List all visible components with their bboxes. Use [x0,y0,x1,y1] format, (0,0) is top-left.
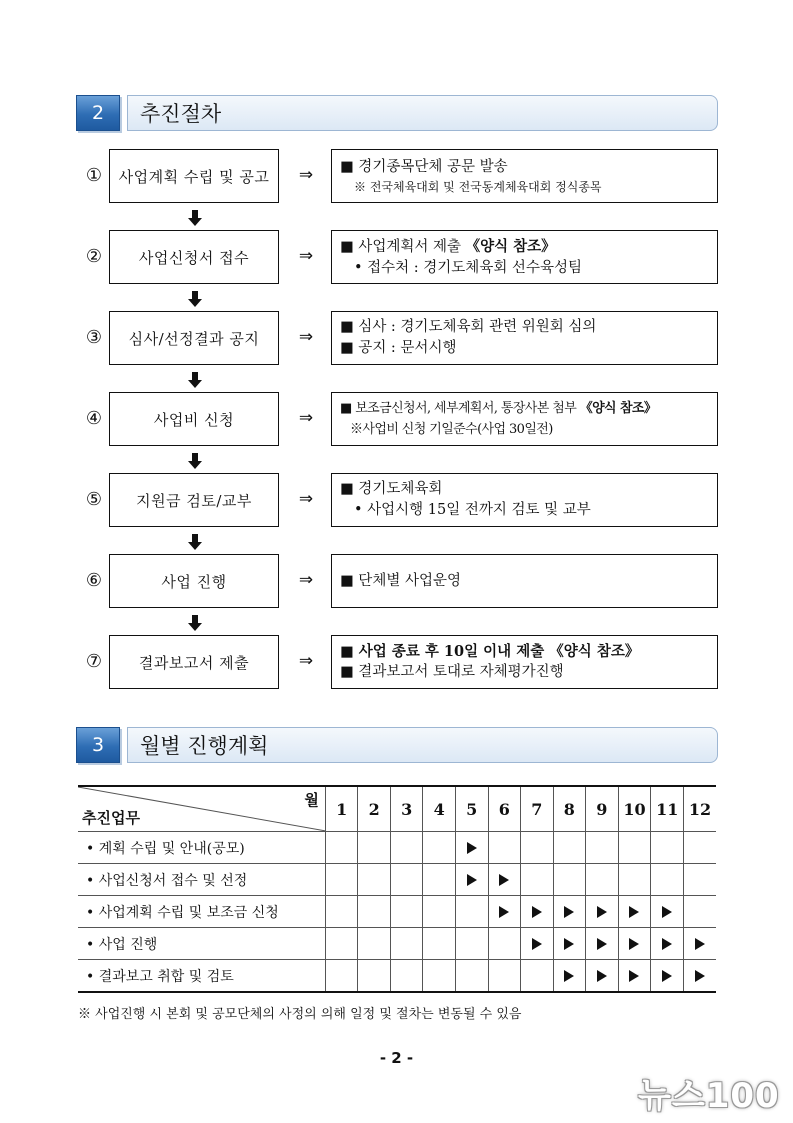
schedule-month-cell [521,896,554,928]
schedule-month-cell [521,960,554,993]
step-4-label: 사업비 신청 [109,392,279,446]
schedule-corner-month: 월 [304,791,319,809]
schedule-month-cell [651,832,684,864]
step-4-detail [331,392,718,446]
schedule-month-cell [390,896,423,928]
schedule-task-label: • 결과보고 취합 및 검토 [78,960,325,993]
monthly-schedule-table [78,785,716,993]
step-2-detail [331,230,718,284]
step-1-detail-line: ■ 경기종목단체 공문 발송 [340,158,508,175]
step-3-detail-line-2: ■ 공지 : 문서시행 [340,340,457,356]
schedule-month-cell [553,832,586,864]
play-triangle-icon [564,906,574,918]
play-triangle-icon [532,938,542,950]
step-6-number: ⑥ [85,570,103,591]
play-triangle-icon [532,906,542,918]
step-3-detail-line: ■ 심사 : 경기도체육회 관련 위원회 심의 [340,319,597,335]
step-1-number: ① [85,165,103,186]
step-4-form-ref: 《양식 참조》 [579,401,657,416]
schedule-row [78,928,716,960]
step-4-detail-line: ■ 보조금신청서, 세부계획서, 통장사본 첨부 [340,401,580,416]
schedule-header-row [78,786,716,832]
schedule-month-cell [325,928,358,960]
step-2-detail-sub: • 접수처 : 경기도체육회 선수육성팀 [354,259,582,276]
schedule-month-cell [684,896,716,928]
schedule-month-cell [651,928,684,960]
step-1-label: 사업계획 수립 및 공고 [109,149,279,203]
month-header: 10 [618,786,651,832]
page-number: - 2 - [379,1049,414,1067]
play-triangle-icon [629,906,639,918]
schedule-month-cell [390,960,423,993]
schedule-month-cell [586,864,619,896]
play-triangle-icon [597,970,607,982]
step-6-detail [331,554,718,608]
section-2-title: 추진절차 [127,95,718,131]
schedule-month-cell [325,960,358,993]
section-3-title: 월별 진행계획 [127,727,718,763]
schedule-month-cell [586,928,619,960]
schedule-month-cell [618,832,651,864]
month-header: 4 [423,786,456,832]
schedule-month-cell [553,928,586,960]
schedule-month-cell [553,960,586,993]
schedule-task-label: • 계획 수립 및 안내(공모) [78,832,325,864]
schedule-task-label: • 사업계획 수립 및 보조금 신청 [78,896,325,928]
schedule-month-cell [325,896,358,928]
step-7-number: ⑦ [85,651,103,672]
schedule-month-cell [390,928,423,960]
section-3-number: 3 [76,727,120,763]
schedule-month-cell [586,960,619,993]
step-3-detail [331,311,718,365]
schedule-month-cell [651,960,684,993]
play-triangle-icon [564,938,574,950]
step-4-number: ④ [85,408,103,429]
schedule-month-cell [325,832,358,864]
step-5-detail-line: ■ 경기도체육회 [340,481,443,497]
schedule-month-cell [586,896,619,928]
schedule-month-cell [488,896,521,928]
schedule-corner-task: 추진업무 [82,809,140,827]
schedule-month-cell [455,896,488,928]
play-triangle-icon [499,906,509,918]
schedule-month-cell [488,832,521,864]
schedule-month-cell [423,896,456,928]
play-triangle-icon [597,906,607,918]
play-triangle-icon [629,938,639,950]
schedule-row [78,960,716,993]
play-triangle-icon [597,938,607,950]
schedule-month-cell [358,896,391,928]
month-header: 2 [358,786,391,832]
schedule-month-cell [521,928,554,960]
down-arrow-icon [188,372,202,388]
play-triangle-icon [499,874,509,886]
schedule-month-cell [618,896,651,928]
schedule-month-cell [358,928,391,960]
schedule-month-cell [358,960,391,993]
schedule-month-cell [651,896,684,928]
step-1-arrow: ⇒ [298,165,314,185]
schedule-month-cell [358,832,391,864]
schedule-month-cell [618,928,651,960]
schedule-month-cell [618,864,651,896]
schedule-corner-cell [78,786,325,832]
schedule-month-cell [553,896,586,928]
play-triangle-icon [662,906,672,918]
schedule-month-cell [423,864,456,896]
play-triangle-icon [695,938,705,950]
step-2-detail-line: ■ 사업계획서 제출 [340,238,466,255]
month-header: 5 [455,786,488,832]
schedule-month-cell [684,960,716,993]
down-arrow-icon [188,210,202,226]
step-6-label: 사업 진행 [109,554,279,608]
schedule-month-cell [684,864,716,896]
schedule-row [78,896,716,928]
schedule-month-cell [390,864,423,896]
schedule-month-cell [553,864,586,896]
schedule-month-cell [423,832,456,864]
month-header: 3 [390,786,423,832]
step-5-arrow: ⇒ [298,489,314,509]
watermark-logo: 뉴스100 [638,1076,780,1116]
step-2-form-ref: 《양식 참조》 [465,237,556,255]
schedule-month-cell [488,928,521,960]
play-triangle-icon [662,970,672,982]
schedule-month-cell [521,832,554,864]
schedule-month-cell [684,832,716,864]
step-7-form-ref: 《양식 참조》 [549,643,640,660]
play-triangle-icon [629,970,639,982]
step-2-arrow: ⇒ [298,246,314,266]
schedule-month-cell [618,960,651,993]
play-triangle-icon [467,874,477,886]
schedule-month-cell [455,864,488,896]
month-header: 12 [684,786,716,832]
step-4-detail-note: ※사업비 신청 기일준수(사업 30일전) [350,422,553,437]
step-5-detail-sub: • 사업시행 15일 전까지 검토 및 교부 [354,502,591,518]
schedule-row [78,832,716,864]
down-arrow-icon [188,615,202,631]
play-triangle-icon [467,842,477,854]
schedule-task-label: • 사업 진행 [78,928,325,960]
month-header: 9 [586,786,619,832]
schedule-month-cell [358,864,391,896]
step-5-number: ⑤ [85,489,103,510]
down-arrow-icon [188,534,202,550]
play-triangle-icon [564,970,574,982]
down-arrow-icon [188,291,202,307]
schedule-month-cell [423,960,456,993]
schedule-task-label: • 사업신청서 접수 및 선정 [78,864,325,896]
step-3-number: ③ [85,327,103,348]
section-2-number: 2 [76,95,120,131]
step-3-label: 심사/선정결과 공지 [109,311,279,365]
schedule-month-cell [325,864,358,896]
step-6-detail-line: ■ 단체별 사업운영 [340,572,461,589]
schedule-month-cell [488,960,521,993]
step-5-label: 지원금 검토/교부 [109,473,279,527]
schedule-month-cell [455,832,488,864]
step-6-arrow: ⇒ [298,570,314,590]
month-header: 7 [521,786,554,832]
schedule-month-cell [684,928,716,960]
schedule-month-cell [455,928,488,960]
schedule-month-cell [586,832,619,864]
month-header: 11 [651,786,684,832]
play-triangle-icon [695,970,705,982]
step-7-detail-line-2: ■ 결과보고서 토대로 자체평가진행 [340,664,564,680]
step-2-number: ② [85,246,103,267]
schedule-note: ※ 사업진행 시 본회 및 공모단체의 사정의 의해 일정 및 절차는 변동될 수 있음 [78,1007,522,1022]
step-3-arrow: ⇒ [298,327,314,347]
schedule-row [78,864,716,896]
down-arrow-icon [188,453,202,469]
step-7-detail-line: ■ 사업 종료 후 10일 이내 제출 [340,643,550,660]
step-7-arrow: ⇒ [298,651,314,671]
step-1-detail-note: ※ 전국체육대회 및 전국동계체육대회 정식종목 [354,179,602,194]
step-7-detail [331,635,718,689]
schedule-month-cell [488,864,521,896]
month-header: 6 [488,786,521,832]
step-2-label: 사업신청서 접수 [109,230,279,284]
schedule-month-cell [423,928,456,960]
step-7-label: 결과보고서 제출 [109,635,279,689]
play-triangle-icon [662,938,672,950]
schedule-month-cell [651,864,684,896]
schedule-month-cell [521,864,554,896]
step-4-arrow: ⇒ [298,408,314,428]
month-header: 8 [553,786,586,832]
schedule-month-cell [390,832,423,864]
step-5-detail [331,473,718,527]
schedule-month-cell [455,960,488,993]
month-header: 1 [325,786,358,832]
step-1-detail [331,149,718,203]
